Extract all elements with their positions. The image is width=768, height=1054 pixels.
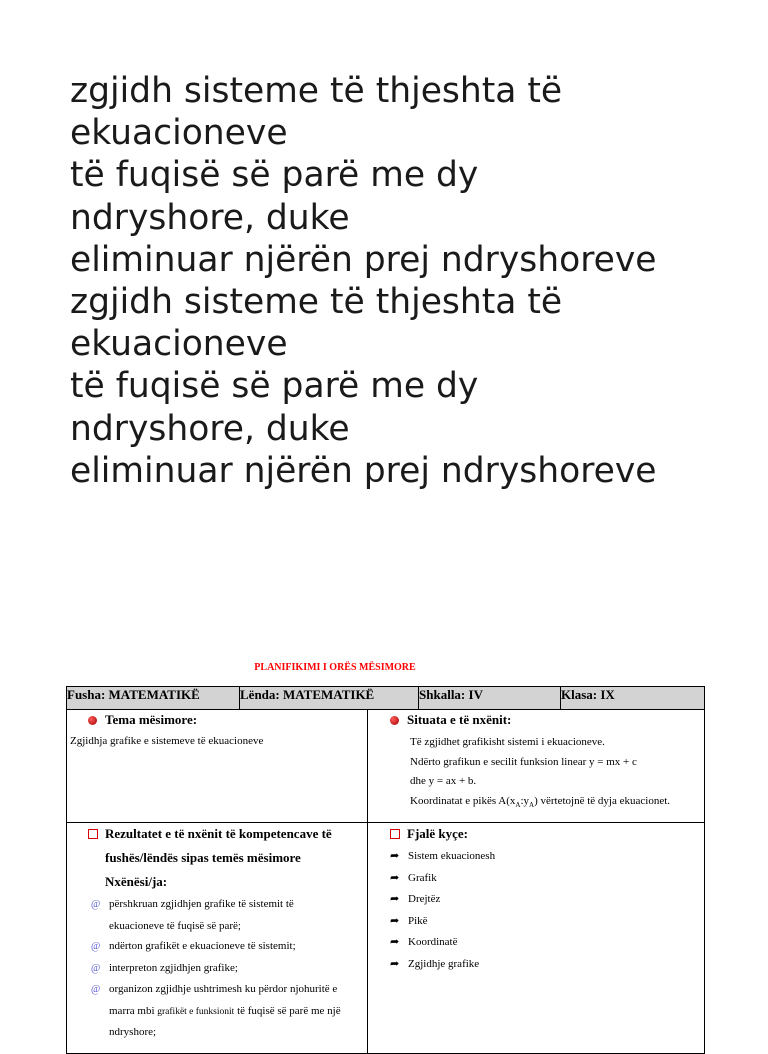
- headline-line: të fuqisë së parë me dy: [70, 366, 479, 407]
- arrow-icon: ➦: [390, 914, 400, 927]
- list-item-cont: ndryshore;: [109, 1026, 157, 1038]
- list-item-text: ndërton grafikët e ekuacioneve të sistemit;: [109, 940, 296, 952]
- swirl-icon: @: [91, 899, 101, 910]
- header-fusha: Fusha: MATEMATIKË: [67, 687, 240, 710]
- red-square-icon: [88, 829, 98, 839]
- headline-line: të fuqisë së parë me dy: [70, 155, 479, 196]
- situata-title-row: [368, 710, 704, 728]
- headline-line: eliminuar njërën prej ndryshoreve: [70, 239, 657, 280]
- list-item-text: të fuqisë së parë me një: [237, 1004, 341, 1017]
- keyword-text: Grafik: [408, 871, 437, 884]
- keyword-item: [390, 846, 704, 868]
- list-item-text: marra mbi: [109, 1004, 155, 1017]
- arrow-icon: ➦: [390, 850, 400, 862]
- fjale-title-row: [368, 823, 704, 842]
- headline-line: eliminuar njërën prej ndryshoreve: [70, 450, 657, 491]
- situata-cell: [368, 710, 705, 823]
- list-item-text: përshkruan zgjidhjen grafike të sistemit të: [109, 898, 294, 910]
- rezultatet-cell: [67, 823, 368, 1054]
- plan-title: PLANIFIKIMI I ORËS MËSIMORE: [254, 662, 416, 673]
- situata-line: dhe y = ax + b.: [410, 775, 477, 787]
- keyword-item: [390, 868, 704, 890]
- list-item: [91, 894, 367, 916]
- arrow-icon: ➦: [390, 936, 400, 948]
- swirl-icon: @: [91, 984, 101, 995]
- rezultatet-list: [67, 890, 367, 1043]
- keyword-item: [390, 954, 704, 976]
- keyword-item: [390, 932, 704, 954]
- list-item-cont: ekuacioneve të fuqisë së parë;: [109, 919, 241, 932]
- arrow-icon: ➦: [390, 893, 400, 905]
- keyword-text: Koordinatë: [408, 936, 458, 948]
- list-item-text-small: grafikët e funksionit: [157, 1006, 235, 1017]
- situata-line: [410, 792, 704, 816]
- header-klasa: Klasa: IX: [561, 687, 705, 710]
- list-item-text: organizon zgjidhje ushtrimesh ku përdor njohuritë e: [109, 983, 338, 995]
- subscript-a: A: [529, 800, 535, 809]
- keyword-item: [390, 889, 704, 911]
- situata-text: :y: [520, 794, 530, 807]
- rezultatet-title-2: fushës/lëndës sipas temës mësimore: [105, 850, 301, 865]
- red-dot-icon: [88, 716, 97, 725]
- fjale-cell: [368, 823, 705, 1054]
- situata-line: Ndërto grafikun e secilit funksion linear y = mx + c: [410, 755, 637, 768]
- situata-line: Të zgjidhet grafikisht sistemi i ekuacioneve.: [410, 736, 605, 748]
- list-item: [91, 979, 367, 1001]
- header-lenda: Lënda: MATEMATIKË: [240, 687, 419, 710]
- keyword-item: [390, 911, 704, 933]
- tema-cell: [67, 710, 368, 823]
- swirl-icon: @: [91, 962, 101, 974]
- plan-header-row: [67, 687, 705, 710]
- tema-title-row: [67, 710, 367, 728]
- fjale-title: Fjalë kyçe:: [407, 826, 469, 841]
- rezultatet-subtitle: Nxënësi/ja:: [105, 874, 168, 889]
- header-shkalla: Shkalla: IV: [419, 687, 561, 710]
- list-item-text: interpreton zgjidhjen grafike;: [109, 961, 238, 974]
- arrow-icon: ➦: [390, 871, 400, 884]
- headline-line: ekuacioneve: [70, 324, 288, 365]
- headline-line: zgjidh sisteme të thjeshta të: [70, 282, 563, 323]
- lesson-plan-table: [66, 686, 705, 1054]
- tema-text: Zgjidhja grafike e sistemeve të ekuacioneve: [70, 735, 264, 747]
- rezultatet-title-row: [67, 823, 367, 842]
- subscript-a: A: [515, 800, 521, 809]
- rezultatet-title-1: Rezultatet e të nxënit të kompetencave të: [105, 826, 332, 841]
- headline-line: ekuacioneve: [70, 113, 288, 154]
- fjale-list: [368, 842, 704, 975]
- situata-title: Situata e të nxënit:: [407, 712, 512, 727]
- red-dot-icon: [390, 716, 399, 725]
- keyword-text: Sistem ekuacionesh: [408, 850, 496, 862]
- situata-text: Koordinatat e pikës A(x: [410, 794, 516, 807]
- headline-line: zgjidh sisteme të thjeshta të: [70, 71, 563, 111]
- plan-row-results: [67, 823, 705, 1054]
- keyword-text: Pikë: [408, 914, 428, 927]
- keyword-text: Drejtëz: [408, 893, 441, 905]
- headline-line: ndryshore, duke: [70, 408, 350, 449]
- list-item-cont: [91, 1001, 367, 1023]
- tema-title: Tema mësimore:: [105, 712, 198, 727]
- headline-text: [70, 70, 750, 492]
- arrow-icon: ➦: [390, 957, 400, 970]
- list-item: [91, 936, 367, 958]
- list-item: [91, 958, 367, 980]
- swirl-icon: @: [91, 941, 101, 952]
- plan-row-topic: [67, 710, 705, 823]
- keyword-text: Zgjidhje grafike: [408, 957, 480, 970]
- situata-body: [368, 728, 704, 815]
- situata-text: ) vërtetojnë të dyja ekuacionet.: [534, 794, 671, 807]
- headline-line: ndryshore, duke: [70, 197, 350, 238]
- red-square-icon: [390, 829, 400, 839]
